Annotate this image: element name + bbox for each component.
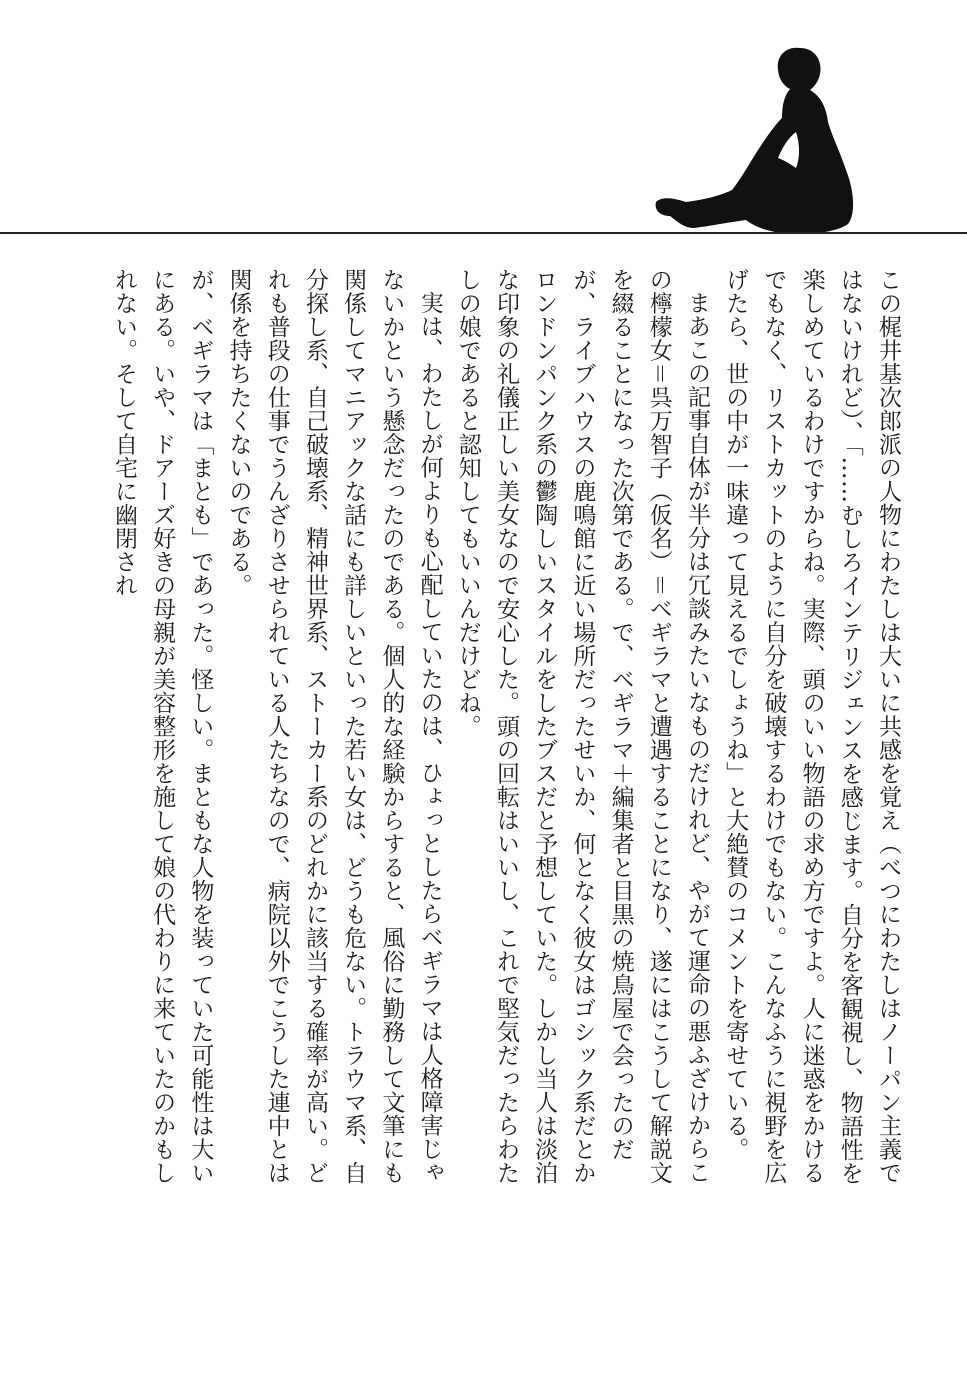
paragraph-3: 実は、わたしが何よりも心配していたのは、ひょっとしたらベギラマは人格障害じゃないかという懸念だったのである。個人的な経験からすると、風俗に勤務して文筆にも関係してマニアックな話にも詳しいといった若い女は、どうも危ない。トラウマ系、自分探し系、自己破壊系、精神世界系、ストーカー系のどれかに該当する確率が高い。どれも普段の仕事でうんざりさせられている人たちなので、病院以外でこうした連中とは関係を持ちたくないのである。 [225, 268, 443, 1185]
paragraph-4: が、ベギラマは「まとも」であった。怪しい。まともな人物を装っていた可能性は大いにある。いや、ドアーズ好きの母親が美容整形を施して娘の代わりに来ていたのかもしれない。そして自宅に幽閉され [110, 268, 214, 1185]
paragraph-2: まあこの記事自体が半分は冗談みたいなものだけれど、やがて運命の悪ふざけからこの檸檬女＝呉万智子（仮名）＝ベギラマと遭遇することになり、遂にはこうして解説文を綴ることになった次第である。で、ベギラマ＋編集者と目黒の焼鳥屋で会ったのだが、ライブハウスの鹿鳴館に近い場所だったせいか、何となく彼女はゴシック系だとかロンドンパンク系の鬱陶しいスタイルをしたブスだと予想していた。しかし当人は淡泊な印象の礼儀正しい美女なので安心した。頭の回転はいいし、これで堅気だったらわたしの娘であると認知してもいいんだけどね。 [454, 268, 710, 1185]
paragraph-1: この梶井基次郎派の人物にわたしは大いに共感を覚え（べつにわたしはノーパン主義ではないけれど）、「……むしろインテリジェンスを感じます。自分を客観視し、物語性を楽しめているわけですからね。実際、頭のいい物語の求め方ですよ。人に迷惑をかけるでもなく、リストカットのように自分を破壊するわけでもない。こんなふうに視野を広げたら、世の中が一味違って見えるでしょうね」と大絶賛のコメントを寄せている。 [722, 268, 901, 1185]
horizontal-rule [0, 232, 967, 234]
vertical-body-text [67, 268, 907, 1188]
seated-figure-silhouette-icon [650, 40, 870, 240]
